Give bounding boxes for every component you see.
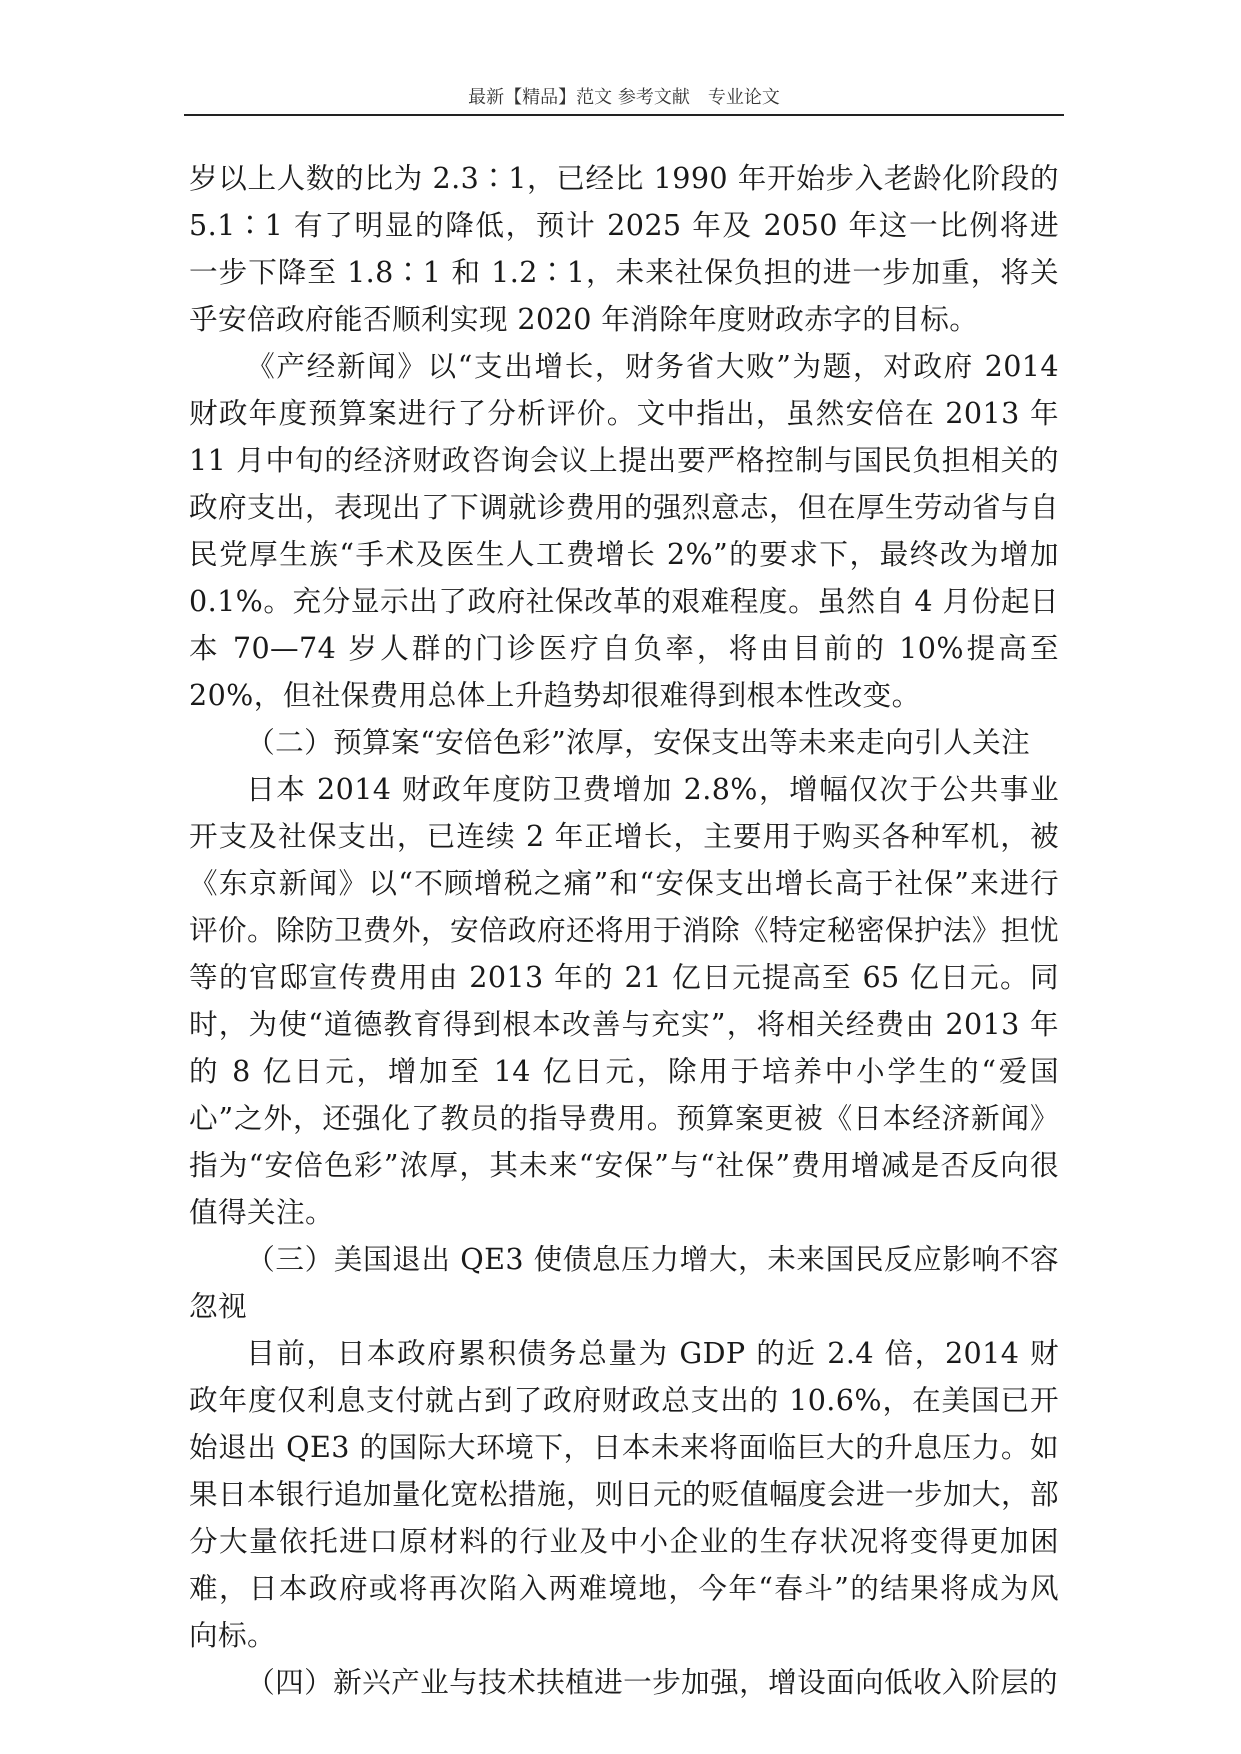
paragraph: 岁以上人数的比为 2.3∶1，已经比 1990 年开始步入老龄化阶段的 5.1∶1 有了明显的降低，预计 2025 年及 2050 年这一比例将进一步下降至 1.8∶1 和 1.2∶1，未来社保负担的进一步加重，将关乎安倍政府能否顺利实现 2020 年消除年度财政赤字的目标。 bbox=[189, 161, 1059, 336]
paragraph: 日本 2014 财政年度防卫费增加 2.8%，增幅仅次于公共事业开支及社保支出，已连续 2 年正增长，主要用于购买各种军机，被《东京新闻》以“不顾增税之痛”和“安保支出增长高于社保”来进行评价。除防卫费外，安倍政府还将用于消除《特定秘密保护法》担忧等的官邸宣传费用由 2013 年的 21 亿日元提高至 65 亿日元。同时，为使“道德教育得到根本改善与充实”，将相关经费由 2013 年的 8 亿日元，增加至 14 亿日元，除用于培养中小学生的“爱国心”之外，还强化了教员的指导费用。预算案更被《日本经济新闻》指为“安倍色彩”浓厚，其未来“安保”与“社保”费用增减是否反向很值得关注。 bbox=[189, 772, 1059, 1229]
header-divider bbox=[184, 114, 1064, 116]
section-heading: （三）美国退出 QE3 使债息压力增大，未来国民反应影响不容忽视 bbox=[189, 1242, 1059, 1323]
body-text bbox=[189, 155, 1059, 1706]
paragraph: 目前，日本政府累积债务总量为 GDP 的近 2.4 倍，2014 财政年度仅利息支付就占到了政府财政总支出的 10.6%，在美国已开始退出 QE3 的国际大环境下，日本未来将面临巨大的升息压力。如果日本银行追加量化宽松措施，则日元的贬值幅度会进一步加大，部分大量依托进口原材料的行业及中小企业的生存状况将变得更加困难，日本政府或将再次陷入两难境地，今年“春斗”的结果将成为风向标。 bbox=[189, 1336, 1059, 1652]
paragraph: 《产经新闻》以“支出增长，财务省大败”为题，对政府 2014 财政年度预算案进行了分析评价。文中指出，虽然安倍在 2013 年 11 月中旬的经济财政咨询会议上提出要严格控制与国民负担相关的政府支出，表现出了下调就诊费用的强烈意志，但在厚生劳动省与自民党厚生族“手术及医生人工费增长 2%”的要求下，最终改为增加 0.1%。充分显示出了政府社保改革的艰难程度。虽然自 4 月份起日本 70—74 岁人群的门诊医疗自负率，将由目前的 10%提高至 20%，但社保费用总体上升趋势却很难得到根本性改变。 bbox=[189, 349, 1059, 712]
section-heading: （四）新兴产业与技术扶植进一步加强，增设面向低收入阶层的 bbox=[246, 1665, 1059, 1699]
section-heading: （二）预算案“安倍色彩”浓厚，安保支出等未来走向引人关注 bbox=[246, 725, 1031, 759]
page-header: 最新【精品】范文 参考文献 专业论文 bbox=[468, 87, 780, 108]
